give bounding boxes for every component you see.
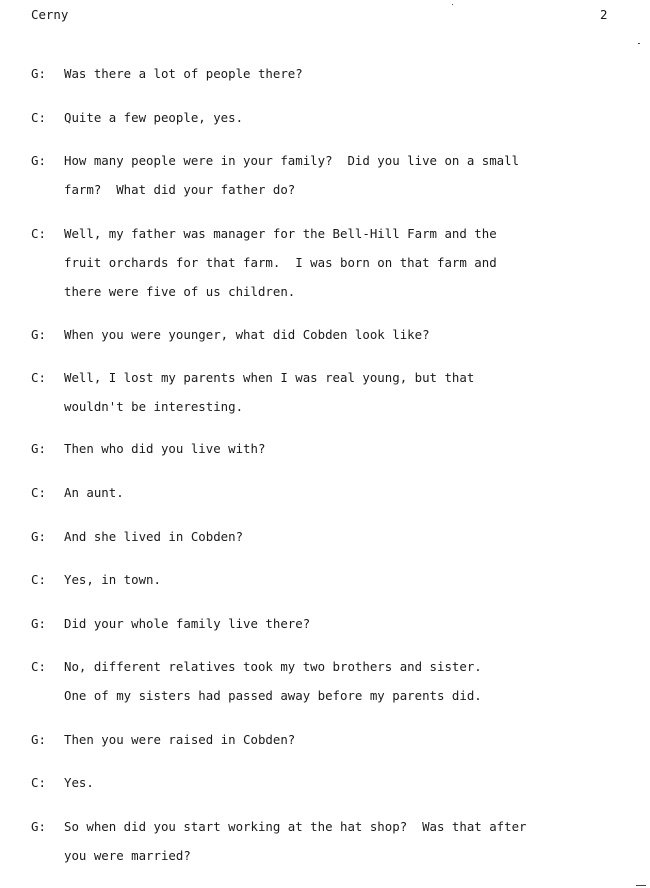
speaker-label: G: [31, 441, 46, 456]
scan-speck [636, 885, 646, 886]
utterance [64, 66, 634, 95]
utterance [64, 110, 634, 139]
speaker-label: G: [31, 153, 46, 168]
speaker-label: C: [31, 659, 46, 674]
speaker-label: G: [31, 819, 46, 834]
interviewee-name: Cerny [31, 7, 69, 22]
speaker-label: G: [31, 529, 46, 544]
utterance [64, 572, 634, 601]
speaker-label: G: [31, 616, 46, 631]
utterance [64, 153, 634, 211]
utterance-line: Was there a lot of people there? [64, 66, 303, 81]
utterance [64, 529, 634, 558]
speaker-label: C: [31, 370, 46, 385]
page-number: 2 [600, 7, 608, 22]
speaker-label: G: [31, 732, 46, 747]
utterance-line: fruit orchards for that farm. I was born on that farm and [64, 255, 497, 270]
utterance-line: How many people were in your family? Did you live on a small [64, 153, 520, 168]
utterance-line: Quite a few people, yes. [64, 110, 244, 125]
utterance [64, 732, 634, 761]
utterance-line: One of my sisters had passed away before my parents did. [64, 688, 482, 703]
utterance-line: No, different relatives took my two brothers and sister. [64, 659, 482, 674]
utterance-line: Then who did you live with? [64, 441, 266, 456]
speaker-label: C: [31, 775, 46, 790]
utterance-line: Yes, in town. [64, 572, 161, 587]
speaker-label: C: [31, 226, 46, 241]
utterance-line: And she lived in Cobden? [64, 529, 244, 544]
utterance-line: Well, I lost my parents when I was real young, but that [64, 370, 475, 385]
utterance-line: Did your whole family live there? [64, 616, 311, 631]
utterance-line: An aunt. [64, 485, 124, 500]
utterance-line: there were five of us children. [64, 284, 296, 299]
speaker-label: C: [31, 485, 46, 500]
utterance-line: When you were younger, what did Cobden look like? [64, 327, 430, 342]
utterance [64, 485, 634, 514]
utterance [64, 327, 634, 356]
scan-speck [638, 43, 640, 44]
speaker-label: G: [31, 327, 46, 342]
utterance-line: you were married? [64, 848, 191, 863]
speaker-label: C: [31, 110, 46, 125]
utterance-line: Well, my father was manager for the Bell-Hill Farm and the [64, 226, 497, 241]
utterance [64, 226, 634, 313]
utterance [64, 819, 634, 877]
utterance [64, 775, 634, 804]
scan-speck [452, 4, 453, 5]
utterance [64, 616, 634, 645]
speaker-label: G: [31, 66, 46, 81]
utterance [64, 370, 634, 428]
utterance-line: Then you were raised in Cobden? [64, 732, 296, 747]
utterance-line: wouldn't be interesting. [64, 399, 244, 414]
utterance-line: farm? What did your father do? [64, 182, 296, 197]
utterance-line: Yes. [64, 775, 94, 790]
utterance [64, 659, 634, 717]
speaker-label: C: [31, 572, 46, 587]
utterance-line: So when did you start working at the hat shop? Was that after [64, 819, 527, 834]
utterance [64, 441, 634, 470]
